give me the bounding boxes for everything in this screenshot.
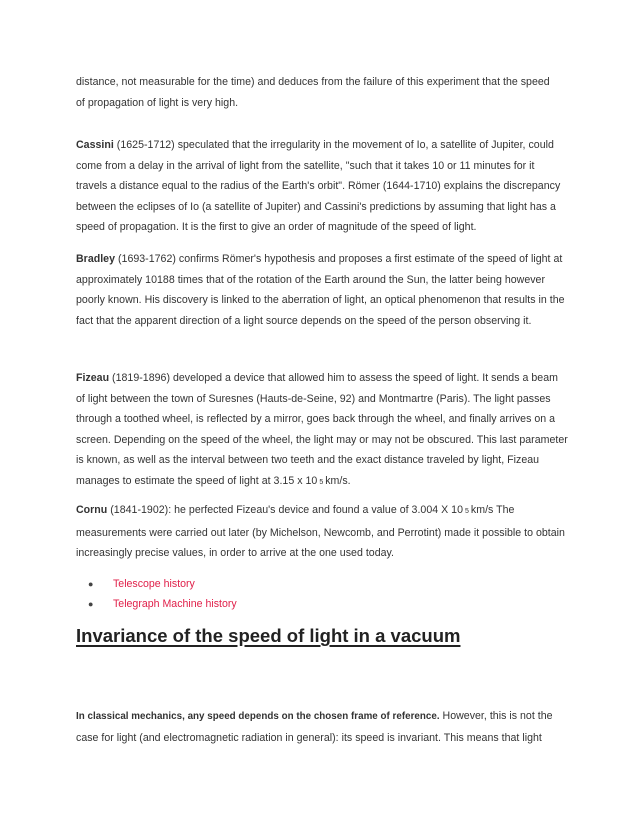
bradley-text: (1693-1762) confirms Römer's hypothesis and proposes a first estimate of the speed of light at approximately 10188 times that of the rotation of the Earth around the Sun, the latter being however poorly known. His discovery is linked to the aberration of light, an optical phenomenon that results in the fact that the apparent direction of a light source depends on the speed of the person observing it. bbox=[76, 253, 565, 327]
fizeau-text: (1819-1896) developed a device that allowed him to assess the speed of light. It sends a beam of light between the town of Suresnes (Hauts-de-Seine, 92) and Montmartre (Paris). The light passes through a toothed wheel, is reflected by a mirror, goes back through the wheel, and finally arrives on a screen. Depending on the speed of the wheel, the light may or may not be obscured. This last parameter is known, as well as the interval between two teeth and the exact distance traveled by light, Fizeau manages to estimate the speed of light at 3.15 x 10 bbox=[76, 372, 568, 487]
paragraph-intro-continued bbox=[76, 72, 568, 113]
link-telegraph-machine-history[interactable]: Telegraph Machine history bbox=[113, 598, 237, 610]
paragraph-fizeau bbox=[76, 368, 568, 493]
list-item bbox=[76, 574, 556, 594]
cornu-tail: km/s The measurements were carried out later (by Michelson, Newcomb, and Perrotint) made it possible to obtain increasingly precise values, in order to arrive at the one used today. bbox=[76, 504, 565, 559]
cornu-name: Cornu bbox=[76, 504, 108, 516]
classical-mechanics-text: However, this is not the case for light (and electromagnetic radiation in general): its speed is invariant. This means that light bbox=[76, 710, 553, 744]
cassini-text: (1625-1712) speculated that the irregularity in the movement of Io, a satellite of Jupiter, could come from a delay in the arrival of light from the satellite, "such that it takes 10 or 11 minutes for it travels a distance equal to the radius of the Earth's orbit". Römer (1644-1710) explains the discrepancy between the eclipses of Io (a satellite of Jupiter) and Cassini's predictions by assuming that light has a speed of propagation. It is the first to give an order of magnitude of the speed of light. bbox=[76, 139, 561, 233]
paragraph-bradley bbox=[76, 249, 568, 331]
link-telescope-history[interactable]: Telescope history bbox=[113, 578, 195, 590]
intro-line-1: distance, not measurable for the time) and deduces from the failure of this experiment that the speed bbox=[76, 76, 550, 88]
section-heading: Invariance of the speed of light in a vacuum bbox=[76, 625, 461, 646]
bullet-icon: ● bbox=[88, 599, 94, 609]
cornu-text: (1841-1902): he perfected Fizeau's device and found a value of 3.004 X 10 bbox=[107, 504, 463, 516]
cassini-name: Cassini bbox=[76, 139, 114, 151]
paragraph-cassini bbox=[76, 135, 568, 238]
fizeau-unit: km/s. bbox=[325, 474, 351, 487]
intro-line-2: of propagation of light is very high. bbox=[76, 96, 239, 109]
fizeau-name: Fizeau bbox=[76, 372, 110, 384]
fizeau-exponent: 5 bbox=[319, 478, 324, 486]
list-item bbox=[76, 594, 556, 614]
bullet-icon: ● bbox=[88, 579, 94, 589]
bradley-name: Bradley bbox=[76, 253, 116, 265]
related-links-list bbox=[76, 574, 556, 614]
paragraph-cornu bbox=[76, 500, 568, 564]
classical-mechanics-bold: In classical mechanics, any speed depends on the chosen frame of reference. bbox=[76, 711, 440, 722]
cornu-exponent: 5 bbox=[465, 508, 469, 515]
paragraph-classical-mechanics bbox=[76, 706, 568, 748]
